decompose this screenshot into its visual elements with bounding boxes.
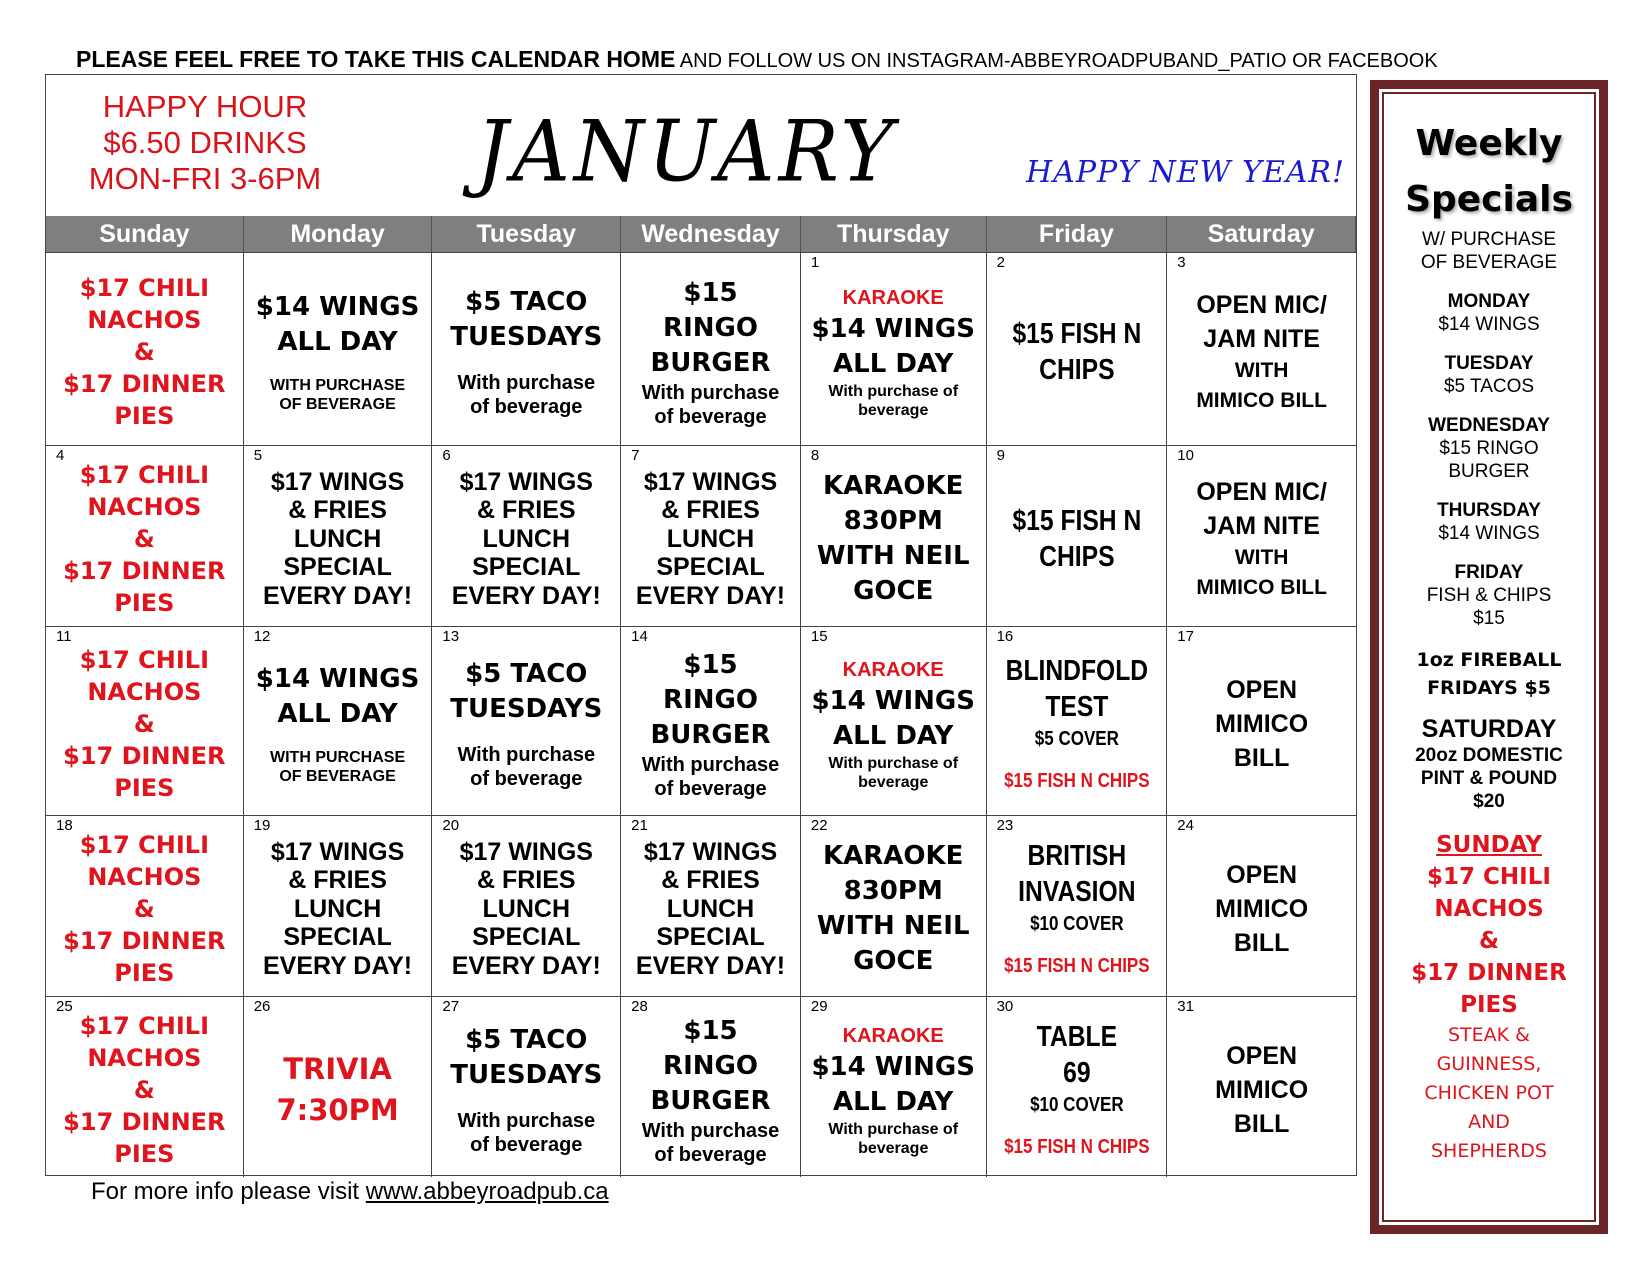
- event-text: SPECIAL: [472, 553, 581, 582]
- event-text: $17 WINGS: [270, 467, 405, 496]
- day-number: 30: [996, 998, 1014, 1015]
- day-cell[interactable]: [432, 446, 621, 626]
- event-text: BURGER: [650, 719, 771, 750]
- event-text: OPEN MIC/: [1196, 291, 1327, 319]
- day-cell[interactable]: [244, 997, 433, 1177]
- event-text: $14 WINGS: [811, 314, 975, 344]
- event-text: WITH: [1234, 359, 1289, 382]
- event-text: LUNCH: [293, 894, 382, 923]
- footer: [91, 1178, 609, 1206]
- event-text: beverage: [858, 402, 929, 419]
- day-cell[interactable]: [432, 816, 621, 996]
- special-day: FRIDAY: [1454, 562, 1524, 583]
- day-cell[interactable]: [801, 627, 987, 815]
- day-cell[interactable]: [987, 627, 1168, 815]
- event-text: JAM NITE: [1203, 512, 1320, 540]
- event-text: & FRIES: [476, 496, 576, 525]
- event-text: $17 CHILI: [79, 831, 209, 859]
- day-number: 29: [810, 998, 828, 1015]
- calendar-header: [46, 75, 1356, 216]
- special-value: $15: [1473, 608, 1505, 629]
- event-text: of beverage: [470, 768, 583, 790]
- event-text: PIES: [114, 589, 175, 617]
- event-text: $14 WINGS: [255, 664, 420, 694]
- day-cell[interactable]: [801, 446, 987, 626]
- event-text: &: [133, 895, 155, 923]
- event-text: With purchase: [641, 753, 780, 776]
- event-text: MIMICO BILL: [1196, 389, 1327, 412]
- day-number: 1: [810, 254, 820, 271]
- sunday-pies: CHICKEN POT: [1424, 1082, 1554, 1104]
- event-text: & FRIES: [661, 496, 760, 525]
- day-cell[interactable]: [432, 253, 621, 445]
- event-text: $17 WINGS: [643, 467, 778, 496]
- day-cell[interactable]: [1167, 253, 1356, 445]
- event-text: EVERY DAY!: [451, 581, 601, 610]
- special-value: $5 TACOS: [1443, 376, 1535, 397]
- event-text: $17 DINNER: [63, 557, 226, 585]
- event-text: SPECIAL: [656, 923, 765, 952]
- event-text: 830PM: [843, 876, 943, 906]
- day-cell[interactable]: [1167, 816, 1356, 996]
- sunday-value: $17 DINNER: [1411, 960, 1567, 986]
- event-text: $15 FISH N: [1012, 505, 1141, 537]
- event-text: $5 COVER: [1034, 728, 1119, 750]
- event-text: & FRIES: [661, 866, 760, 895]
- event-text: GOCE: [853, 576, 934, 606]
- event-text: MIMICO: [1215, 710, 1309, 738]
- day-cell[interactable]: [1167, 997, 1356, 1177]
- event-text: SPECIAL: [656, 553, 765, 582]
- event-text: LUNCH: [666, 524, 755, 553]
- weekday-monday: Monday: [244, 216, 433, 252]
- banner-bold: PLEASE FEEL FREE TO TAKE THIS CALENDAR HOME: [76, 46, 676, 72]
- event-text: OF BEVERAGE: [279, 768, 396, 785]
- event-text: 7:30PM: [276, 1093, 399, 1127]
- day-number: 17: [1177, 628, 1194, 645]
- special-day: WEDNESDAY: [1428, 415, 1550, 436]
- week-row: [46, 626, 1356, 815]
- day-cell[interactable]: [432, 627, 621, 815]
- event-text: & FRIES: [288, 866, 387, 895]
- event-text: With purchase of: [828, 383, 959, 400]
- fireball-special: 1oz FIREBALL: [1416, 649, 1562, 671]
- day-number: 2: [996, 254, 1005, 271]
- event-text: $5 TACO: [465, 659, 588, 689]
- event-text: WITH NEIL: [816, 541, 970, 571]
- sunday-value: PIES: [1460, 992, 1518, 1018]
- event-text: ALL DAY: [833, 721, 954, 751]
- event-text: EVERY DAY!: [262, 581, 413, 610]
- event-text: BILL: [1233, 744, 1290, 772]
- event-text: JAM NITE: [1203, 325, 1320, 353]
- week-row: [46, 252, 1356, 445]
- calendar: [45, 74, 1357, 1176]
- day-number: 13: [442, 628, 460, 645]
- day-cell[interactable]: [244, 446, 433, 626]
- day-number: 27: [442, 998, 460, 1015]
- special-value: $14 WINGS: [1438, 523, 1540, 544]
- specials-subtitle: OF BEVERAGE: [1420, 252, 1558, 273]
- event-text: $17 WINGS: [459, 467, 593, 496]
- event-text: $17 WINGS: [459, 837, 593, 866]
- event-text: $17 WINGS: [643, 837, 778, 866]
- event-text: $17 DINNER: [63, 742, 226, 770]
- event-text: $10 COVER: [1029, 1094, 1124, 1116]
- day-number: 7: [631, 447, 640, 464]
- event-text: $17 CHILI: [79, 461, 209, 489]
- event-text: $15 FISH N CHIPS: [1003, 770, 1150, 792]
- event-text: With purchase: [641, 381, 780, 404]
- sunday-value: $17 CHILI: [1427, 864, 1551, 890]
- day-cell[interactable]: [46, 997, 244, 1177]
- event-text: LUNCH: [666, 894, 755, 923]
- event-text: OPEN: [1226, 1042, 1298, 1070]
- event-text: With purchase: [457, 744, 596, 766]
- day-number: 11: [56, 628, 72, 645]
- specials-subtitle: W/ PURCHASE: [1421, 229, 1557, 250]
- greeting: HAPPY NEW YEAR!: [1026, 155, 1346, 190]
- event-text: CHIPS: [1038, 354, 1115, 386]
- event-text: BLINDFOLD: [1005, 655, 1148, 687]
- day-number: 15: [810, 628, 828, 645]
- event-text: & FRIES: [288, 496, 387, 525]
- event-text: $14 WINGS: [811, 1052, 975, 1082]
- event-text: 69: [1062, 1057, 1091, 1089]
- event-text: of beverage: [470, 1134, 583, 1156]
- event-text: $17 DINNER: [63, 927, 226, 955]
- day-cell[interactable]: [46, 816, 244, 996]
- day-number: 8: [810, 447, 820, 464]
- event-text: $17 CHILI: [79, 646, 209, 674]
- event-text: EVERY DAY!: [262, 951, 413, 980]
- special-value: FISH & CHIPS: [1426, 585, 1552, 606]
- event-text: NACHOS: [87, 863, 202, 891]
- event-text: TRIVIA: [283, 1052, 392, 1086]
- special-day-saturday: SATURDAY: [1421, 715, 1557, 743]
- event-text: TEST: [1044, 691, 1108, 723]
- sunday-value: &: [1478, 928, 1500, 954]
- day-cell[interactable]: [46, 446, 244, 626]
- day-cell[interactable]: [244, 627, 433, 815]
- event-text: WITH: [1234, 546, 1289, 569]
- day-number: 18: [56, 817, 73, 834]
- event-text: MIMICO: [1215, 895, 1309, 923]
- event-text: BURGER: [650, 347, 771, 378]
- special-day: THURSDAY: [1437, 500, 1541, 521]
- day-cell[interactable]: [244, 816, 433, 996]
- day-cell[interactable]: [801, 997, 987, 1177]
- day-number: 22: [810, 817, 828, 834]
- event-text: With purchase: [457, 372, 596, 394]
- event-text: of beverage: [654, 1143, 767, 1166]
- top-banner: [76, 46, 1438, 73]
- event-text: $15 FISH N: [1012, 318, 1141, 350]
- day-cell[interactable]: [244, 253, 433, 445]
- sunday-value: NACHOS: [1434, 896, 1544, 922]
- event-text: GOCE: [853, 946, 934, 976]
- event-text: $17 WINGS: [270, 837, 405, 866]
- event-text: $10 COVER: [1029, 913, 1124, 935]
- footer-text: For more info please visit: [91, 1178, 366, 1205]
- event-text: $5 TACO: [465, 287, 588, 317]
- happy-hour-line: $6.50 DRINKS: [103, 125, 307, 160]
- day-cell[interactable]: [1167, 446, 1356, 626]
- weekday-wednesday: Wednesday: [621, 216, 801, 252]
- day-number: 19: [253, 817, 271, 834]
- event-text: $17 CHILI: [79, 1012, 209, 1040]
- special-value: $14 WINGS: [1438, 314, 1540, 335]
- event-text: of beverage: [470, 396, 583, 418]
- day-number: 3: [1177, 254, 1186, 271]
- event-text: OPEN: [1226, 861, 1298, 889]
- day-number: 20: [442, 817, 460, 834]
- day-cell[interactable]: [621, 997, 801, 1177]
- day-number: 23: [996, 817, 1014, 834]
- event-text: &: [133, 710, 155, 738]
- event-text: $15 FISH N CHIPS: [1003, 955, 1150, 977]
- event-text: CHIPS: [1038, 541, 1115, 573]
- event-text: beverage: [858, 774, 929, 791]
- event-text: KARAOKE: [823, 841, 964, 871]
- day-number: 31: [1177, 998, 1194, 1015]
- day-cell[interactable]: [621, 627, 801, 815]
- event-text: LUNCH: [482, 894, 571, 923]
- specials-title: Specials: [1405, 179, 1573, 220]
- event-text: KARAOKE: [823, 471, 964, 501]
- event-text: WITH PURCHASE: [270, 377, 406, 394]
- day-number: 14: [631, 628, 648, 645]
- event-text: 830PM: [843, 506, 943, 536]
- day-cell[interactable]: [987, 816, 1168, 996]
- day-number: 4: [56, 447, 65, 464]
- event-text: KARAOKE: [842, 287, 944, 309]
- day-cell[interactable]: [432, 997, 621, 1177]
- happy-hour-line: HAPPY HOUR: [102, 89, 308, 124]
- event-text: With purchase of: [828, 1121, 959, 1138]
- event-text: OF BEVERAGE: [279, 396, 396, 413]
- event-text: TUESDAYS: [450, 694, 603, 724]
- event-text: ALL DAY: [277, 699, 398, 729]
- event-text: LUNCH: [482, 524, 571, 553]
- event-text: BURGER: [650, 1085, 771, 1116]
- day-number: 9: [996, 447, 1005, 464]
- saturday-value: $20: [1473, 791, 1505, 812]
- event-text: beverage: [858, 1140, 929, 1157]
- event-text: &: [133, 525, 155, 553]
- event-text: PIES: [114, 774, 175, 802]
- week-row: [46, 815, 1356, 996]
- special-day: TUESDAY: [1444, 353, 1534, 374]
- event-text: $17 DINNER: [63, 370, 226, 398]
- special-value: $15 RINGO: [1439, 438, 1539, 459]
- event-text: WITH PURCHASE: [270, 749, 406, 766]
- event-text: OPEN MIC/: [1196, 478, 1327, 506]
- weekday-header-row: [46, 216, 1356, 252]
- event-text: & FRIES: [476, 866, 576, 895]
- event-text: INVASION: [1017, 876, 1136, 908]
- month-title: JANUARY: [476, 102, 898, 201]
- weekday-tuesday: Tuesday: [432, 216, 621, 252]
- event-text: WITH NEIL: [816, 911, 970, 941]
- event-text: $14 WINGS: [811, 686, 975, 716]
- day-cell[interactable]: [987, 446, 1168, 626]
- event-text: SPECIAL: [283, 553, 392, 582]
- event-text: $15 FISH N CHIPS: [1003, 1136, 1150, 1158]
- day-cell[interactable]: [1167, 627, 1356, 815]
- event-text: ALL DAY: [833, 349, 954, 379]
- event-text: RINGO: [663, 684, 758, 715]
- day-cell[interactable]: [801, 816, 987, 996]
- day-number: 6: [442, 447, 451, 464]
- week-row: [46, 996, 1356, 1177]
- special-value: BURGER: [1448, 461, 1530, 482]
- day-cell[interactable]: [801, 253, 987, 445]
- event-text: PIES: [114, 402, 175, 430]
- event-text: EVERY DAY!: [451, 951, 601, 980]
- day-number: 10: [1177, 447, 1194, 464]
- event-text: RINGO: [663, 312, 758, 343]
- event-text: RINGO: [663, 1050, 758, 1081]
- event-text: LUNCH: [293, 524, 382, 553]
- event-text: $15: [683, 1015, 738, 1046]
- weekday-sunday: Sunday: [46, 216, 244, 252]
- day-cell[interactable]: [987, 997, 1168, 1177]
- event-text: SPECIAL: [283, 923, 392, 952]
- event-text: $17 DINNER: [63, 1108, 226, 1136]
- event-text: of beverage: [654, 777, 767, 800]
- saturday-value: PINT & POUND: [1420, 768, 1558, 789]
- week-row: [46, 445, 1356, 626]
- special-day: MONDAY: [1447, 291, 1531, 312]
- day-cell[interactable]: [987, 253, 1168, 445]
- event-text: BILL: [1233, 929, 1290, 957]
- specials-title: Weekly: [1415, 123, 1563, 164]
- event-text: $15: [683, 649, 738, 680]
- event-text: OPEN: [1226, 676, 1298, 704]
- day-number: 16: [996, 628, 1014, 645]
- event-text: NACHOS: [87, 1044, 202, 1072]
- event-text: $5 TACO: [465, 1025, 588, 1055]
- weekly-specials-panel: [1370, 80, 1608, 1234]
- event-text: ALL DAY: [277, 327, 398, 357]
- weekly-specials-inner: [1382, 92, 1596, 1222]
- event-text: KARAOKE: [842, 659, 944, 681]
- event-text: EVERY DAY!: [635, 951, 786, 980]
- day-cell[interactable]: [621, 816, 801, 996]
- event-text: BILL: [1233, 1110, 1290, 1138]
- day-cell[interactable]: [621, 253, 801, 445]
- event-text: With purchase: [457, 1110, 596, 1132]
- sunday-pies: SHEPHERDS: [1431, 1140, 1547, 1162]
- sunday-pies: STEAK &: [1448, 1024, 1530, 1046]
- event-text: MIMICO: [1215, 1076, 1309, 1104]
- happy-hour: [60, 89, 350, 197]
- day-number: 5: [253, 447, 263, 464]
- event-text: $14 WINGS: [255, 292, 420, 322]
- event-text: $17 CHILI: [79, 274, 209, 302]
- event-text: of beverage: [654, 405, 767, 428]
- event-text: TUESDAYS: [450, 1060, 603, 1090]
- sunday-pies: AND: [1468, 1111, 1510, 1133]
- event-text: PIES: [114, 959, 175, 987]
- day-number: 26: [253, 998, 271, 1015]
- event-text: TABLE: [1036, 1021, 1117, 1053]
- calendar-grid: [46, 252, 1356, 1177]
- day-cell[interactable]: [46, 253, 244, 445]
- event-text: EVERY DAY!: [635, 581, 786, 610]
- day-cell[interactable]: [46, 627, 244, 815]
- event-text: NACHOS: [87, 306, 202, 334]
- saturday-value: 20oz DOMESTIC: [1415, 745, 1563, 766]
- day-cell[interactable]: [621, 446, 801, 626]
- event-text: PIES: [114, 1140, 175, 1168]
- event-text: MIMICO BILL: [1196, 576, 1327, 599]
- event-text: TUESDAYS: [450, 322, 603, 352]
- sunday-pies: GUINNESS,: [1436, 1053, 1542, 1075]
- event-text: &: [133, 1076, 155, 1104]
- banner-rest: AND FOLLOW US ON INSTAGRAM-ABBEYROADPUBAND_PATIO OR FACEBOOK: [675, 50, 1438, 72]
- website-link[interactable]: www.abbeyroadpub.ca: [365, 1178, 609, 1205]
- weekday-thursday: Thursday: [801, 216, 987, 252]
- weekday-friday: Friday: [987, 216, 1168, 252]
- event-text: SPECIAL: [472, 923, 581, 952]
- event-text: NACHOS: [87, 678, 202, 706]
- event-text: With purchase of: [828, 755, 959, 772]
- event-text: NACHOS: [87, 493, 202, 521]
- weekday-saturday: Saturday: [1167, 216, 1356, 252]
- day-number: 24: [1177, 817, 1194, 834]
- fireball-special: FRIDAYS $5: [1427, 677, 1551, 699]
- event-text: $15: [683, 277, 738, 308]
- event-text: &: [133, 338, 155, 366]
- event-text: ALL DAY: [833, 1087, 954, 1117]
- happy-hour-line: MON-FRI 3-6PM: [88, 161, 322, 196]
- event-text: KARAOKE: [842, 1025, 944, 1047]
- day-number: 12: [253, 628, 271, 645]
- event-text: BRITISH: [1027, 840, 1126, 872]
- day-number: 21: [631, 817, 648, 834]
- event-text: With purchase: [641, 1119, 780, 1142]
- special-day-sunday: SUNDAY: [1436, 832, 1542, 858]
- day-number: 28: [631, 998, 648, 1015]
- day-number: 25: [56, 998, 73, 1015]
